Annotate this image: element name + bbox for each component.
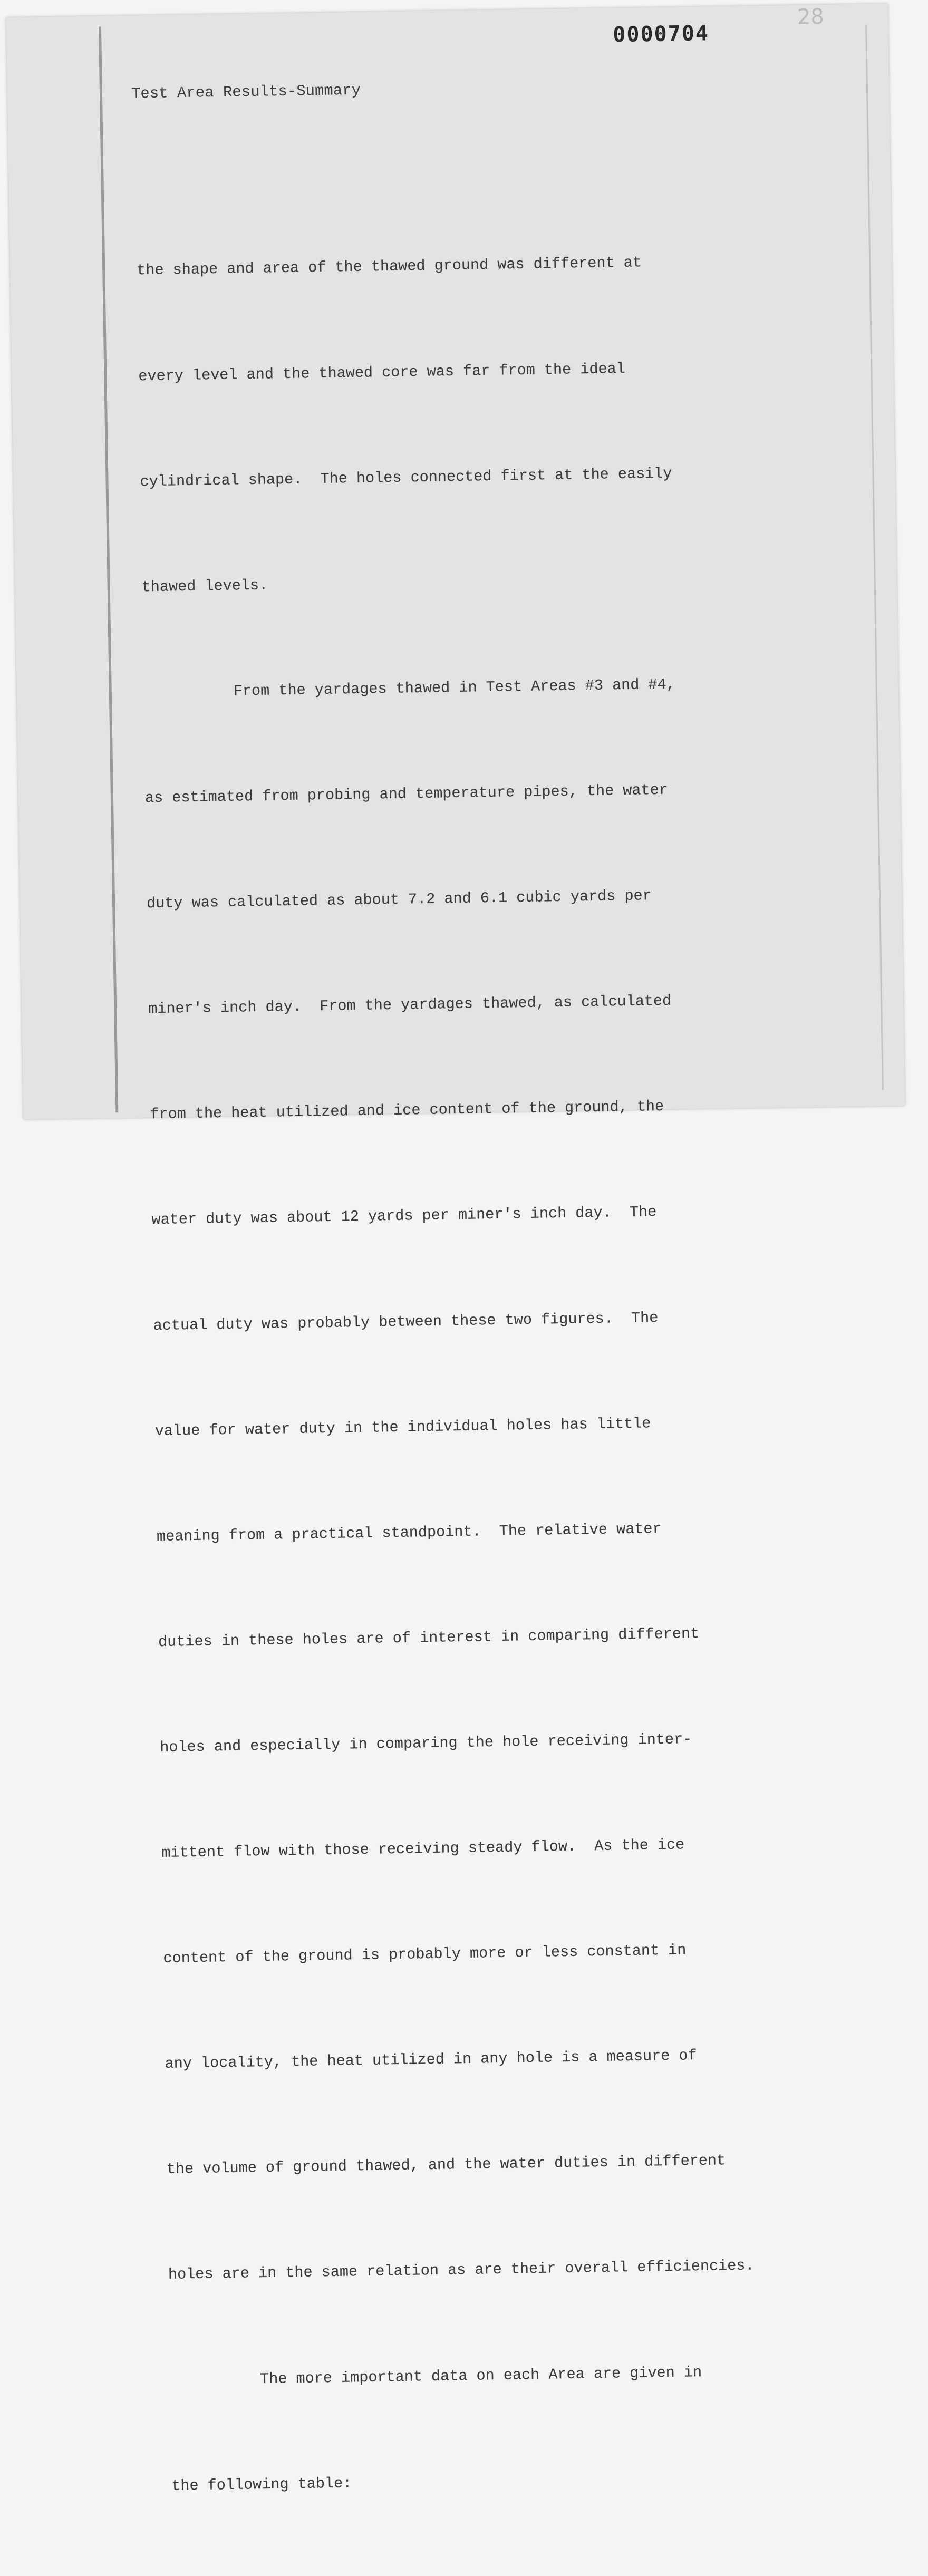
text-line: as estimated from probing and temperature pipes, the water xyxy=(144,781,669,807)
text-line: the shape and area of the thawed ground was different at xyxy=(137,254,642,279)
text-line: cylindrical shape. The holes connected first at the easily xyxy=(140,464,672,491)
text-line: From the yardages thawed in Test Areas #3 and #4, xyxy=(143,675,676,702)
document-number: 0000704 xyxy=(612,21,710,47)
text-line: meaning from a practical standpoint. The relative water xyxy=(156,1519,662,1545)
body-text xyxy=(136,172,858,2574)
text-line: any locality, the heat utilized in any hole is a measure of xyxy=(165,2047,697,2073)
text-line: from the heat utilized and ice content of the ground, the xyxy=(150,1098,664,1124)
binding-line xyxy=(99,26,118,1112)
text-line: miner's inch day. From the yardages thawed, as calculated xyxy=(148,992,672,1018)
text-line: holes are in the same relation as are their overall efficiencies. xyxy=(168,2257,755,2284)
page-edge xyxy=(865,25,884,1090)
text-line: The more important data on each Area are given in xyxy=(169,2363,702,2389)
text-line: mittent flow with those receiving steady flow. As the ice xyxy=(161,1836,685,1862)
text-line: actual duty was probably between these two figures. The xyxy=(153,1309,659,1334)
document-page xyxy=(6,4,905,2495)
text-line: value for water duty in the individual holes has little xyxy=(154,1414,651,1440)
text-line: holes and especially in comparing the hole receiving inter- xyxy=(160,1730,692,1757)
text-line: duty was calculated as about 7.2 and 6.1 cubic yards per xyxy=(146,887,652,913)
page-heading: Test Area Results-Summary xyxy=(131,81,361,103)
text-line: content of the ground is probably more or less constant in xyxy=(163,1941,687,1968)
text-line: every level and the thawed core was far from the ideal xyxy=(138,360,626,385)
text-line: the following table: xyxy=(171,2474,352,2495)
page-number: 28 xyxy=(797,4,825,30)
text-line: thawed levels. xyxy=(141,576,268,596)
text-line: the volume of ground thawed, and the water duties in different xyxy=(166,2152,726,2178)
text-line: duties in these holes are of interest in comparing different xyxy=(158,1624,700,1651)
text-line: water duty was about 12 yards per miner's inch day. The xyxy=(151,1203,657,1229)
